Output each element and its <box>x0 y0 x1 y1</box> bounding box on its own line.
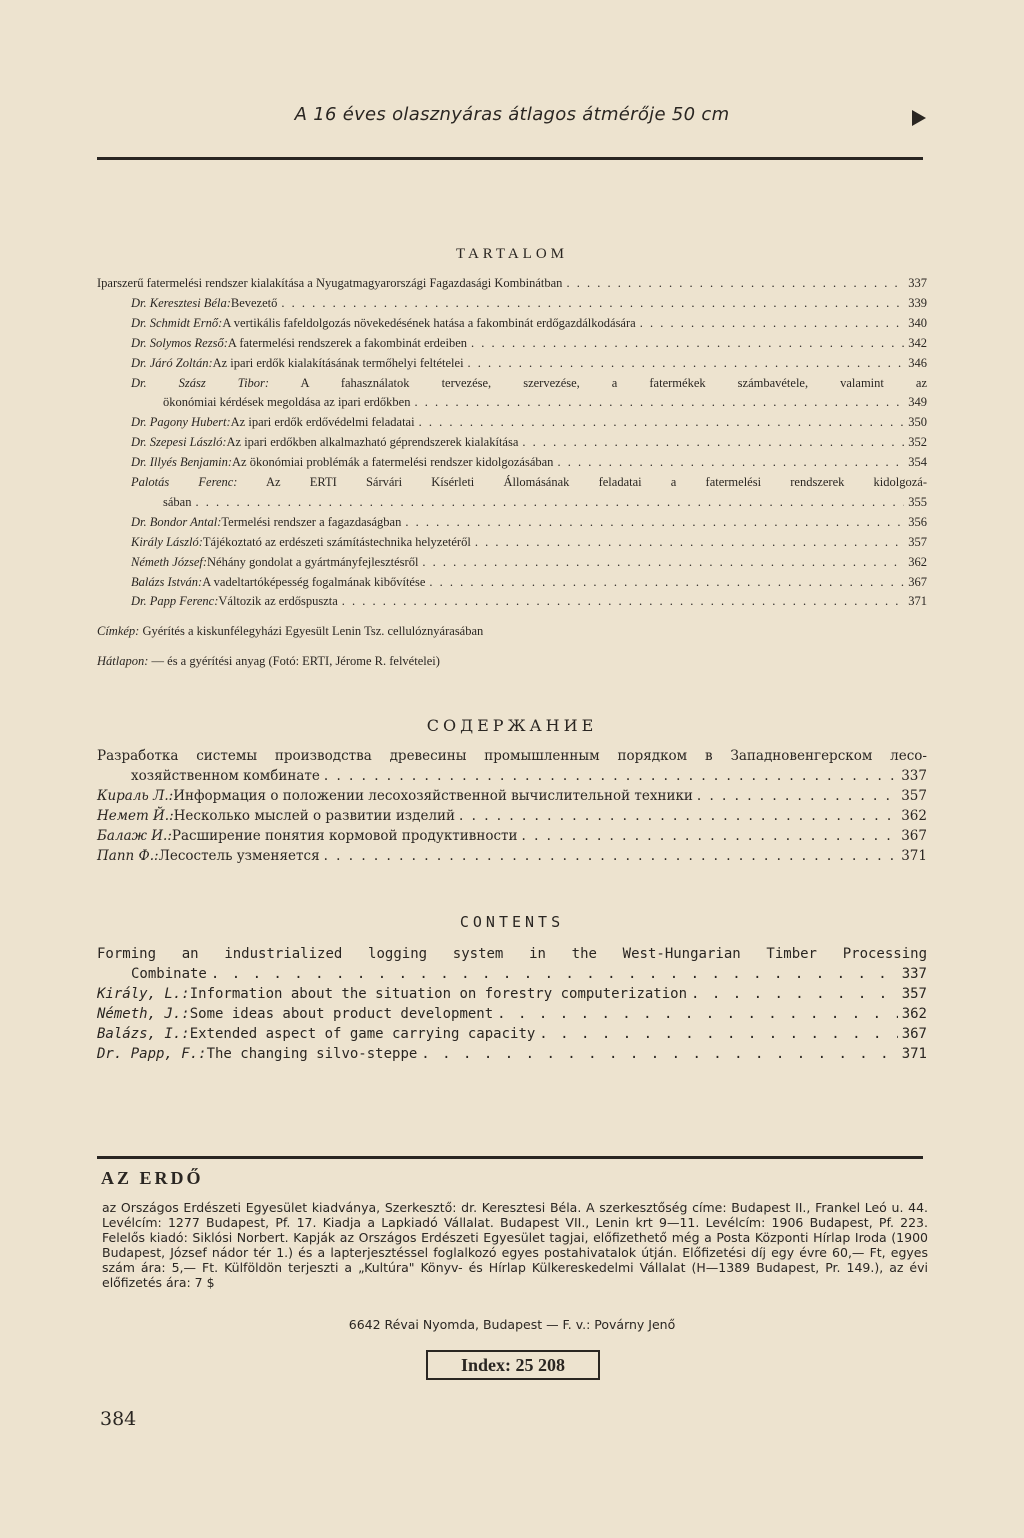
toc-page: 350 <box>908 415 927 430</box>
masthead: AZ ERDŐ <box>101 1168 204 1188</box>
arrow-right-icon <box>912 110 926 126</box>
toc-page: 367 <box>901 1026 927 1042</box>
toc-entry <box>97 435 927 450</box>
leader-dots <box>640 316 905 331</box>
toc-title: Termelési rendszer a fagazdaságban <box>221 514 402 529</box>
toc-page: 342 <box>908 335 927 350</box>
toc-author: Dr. Szepesi László: <box>131 435 227 450</box>
toc-author: Palotás Ferenc: <box>131 475 238 489</box>
toc-author: Балаж И.: <box>97 828 172 844</box>
toc-title: Az ökonómiai problémák a fatermelési rendszer kidolgozásában <box>232 455 554 470</box>
toc-title: A fatermelési rendszerek a fakombinát erdeiben <box>227 335 467 350</box>
toc-author: Папп Ф.: <box>97 848 159 864</box>
toc-entry-continuation <box>97 495 927 510</box>
toc-page: 371 <box>901 848 927 864</box>
leader-dots <box>195 495 904 510</box>
leader-dots <box>422 555 904 570</box>
toc-title: Forming an industrialized logging system in the West-Hungarian Timber Processing <box>97 946 927 962</box>
toc-page: 355 <box>908 494 927 509</box>
leader-dots <box>414 395 904 410</box>
toc-entry <box>97 555 927 570</box>
toc-page: 367 <box>901 828 927 844</box>
toc-page: 371 <box>901 1046 927 1062</box>
cover-photo-credit-label: Címkép: <box>97 624 140 639</box>
toc-page: 346 <box>908 355 927 370</box>
toc-entry <box>97 788 927 804</box>
toc-entry-continuation <box>97 395 927 410</box>
leader-dots <box>324 848 898 864</box>
leader-dots <box>566 276 904 291</box>
toc-entry <box>97 946 927 962</box>
toc-title: Tájékoztató az erdészeti számítástechnika helyzetéről <box>202 534 471 549</box>
leader-dots <box>468 356 905 371</box>
back-photo-credit <box>97 654 927 669</box>
cover-photo-credit-text: Gyérítés a kiskunfélegyházi Egyesült Lenin Tsz. cellulóznyárasában <box>142 624 484 639</box>
toc-title: Extended aspect of game carrying capacity <box>189 1026 536 1042</box>
toc-title: Az ipari erdők kialakításának termőhelyi feltételei <box>212 355 464 370</box>
printer-line: 6642 Révai Nyomda, Budapest — F. v.: Povárny Jenő <box>348 1317 676 1332</box>
leader-dots <box>475 535 904 550</box>
toc-entry <box>97 1046 927 1062</box>
leader-dots <box>281 296 904 311</box>
toc-page: 362 <box>908 554 927 569</box>
toc-title-continuation: ökonómiai kérdések megoldása az ipari erdőkben <box>163 395 411 410</box>
cover-caption: A 16 éves olasznyáras átlagos átmérője 50 cm <box>294 104 730 125</box>
leader-dots <box>211 966 898 982</box>
toc-title: A vertikális fafeldolgozás növekedésének hatása a fakombinát erdőgazdálkodására <box>222 315 636 330</box>
toc-page: 371 <box>908 594 927 609</box>
toc-entry <box>97 575 927 590</box>
toc-entry <box>97 594 927 609</box>
toc-entry <box>97 535 927 550</box>
toc-entry <box>97 748 927 764</box>
toc-entry <box>97 1026 927 1042</box>
toc-page: 352 <box>908 435 927 450</box>
tartalom-title: TARTALOM <box>455 246 569 262</box>
toc-entry <box>97 276 927 291</box>
toc-page: 362 <box>901 808 927 824</box>
toc-entry <box>97 336 927 351</box>
toc-author: Dr. Solymos Rezső: <box>131 335 228 350</box>
leader-dots <box>697 788 897 804</box>
top-divider <box>97 157 923 160</box>
toc-title: Some ideas about product development <box>189 1006 494 1022</box>
leader-dots <box>429 575 904 590</box>
toc-title: The changing silvo-steppe <box>206 1046 418 1062</box>
leader-dots <box>459 808 897 824</box>
toc-page: 339 <box>908 295 927 310</box>
toc-author: Balázs István: <box>131 574 203 589</box>
imprint-text: az Országos Erdészeti Egyesület kiadványa, Szerkesztő: dr. Keresztesi Béla. A szerkesztőség címe: Budapest II., Frankel Leó u. 44. Levélcím: 1277 Budapest, Pf. 17. Kiadja a Lapkiadó Vállalat. Budapest VII., Lenin krt 9—11. Levélcím: 1906 Budapest, Pf. 223. Felelős kiadó: Siklósi Norbert. Kapják az Országos Erdészeti Egyesület tagjai, előfizethető még a Posta Központi Hírlap Iroda (1900 Budapest, József nádor tér 1.) és a lapterjesztéssel foglalkozó egyes postahivatalok útján. Előfizetési díj egy évre 60,— Ft, egyes szám ára: 5,— Ft. Külföldön terjeszti a „Kultúra" Könyv- és Hírlap Külkereskedelmi Vállalat (H—1389 Budapest, Pr. 149.), az évi előfizetés ára: 7 $ <box>102 1200 928 1290</box>
toc-page: 362 <box>901 1006 927 1022</box>
toc-title: A fahasználatok tervezése, szervezése, a fatermékek számbavétele, valamint az <box>300 375 928 390</box>
toc-author: Dr. Papp, F.: <box>97 1046 207 1062</box>
toc-author: Németh József: <box>131 554 208 569</box>
toc-page: 357 <box>901 788 927 804</box>
toc-title-continuation: хозяйственном комбинате <box>131 768 320 784</box>
cover-photo-credit <box>97 624 927 639</box>
toc-entry <box>97 356 927 371</box>
toc-entry <box>97 986 927 1002</box>
leader-dots <box>405 515 904 530</box>
toc-title: Iparszerű fatermelési rendszer kialakítása a Nyugatmagyarországi Fagazdasági Kombinátban <box>97 276 563 290</box>
toc-entry <box>97 828 927 844</box>
toc-page: 357 <box>908 534 927 549</box>
toc-title: A vadeltartóképesség fogalmának kibővítése <box>202 574 426 589</box>
index-box: Index: 25 208 <box>426 1350 600 1380</box>
toc-entry <box>97 515 927 530</box>
toc-entry <box>97 415 927 430</box>
toc-author: Balázs, I.: <box>97 1026 190 1042</box>
toc-page: 349 <box>908 395 927 410</box>
toc-author: Dr. Schmidt Ernő: <box>131 315 223 330</box>
toc-entry <box>97 1006 927 1022</box>
toc-title: Bevezető <box>230 295 278 310</box>
leader-dots <box>691 986 898 1002</box>
toc-author: Dr. Járó Zoltán: <box>131 355 213 370</box>
toc-entry <box>97 296 927 311</box>
toc-title: Az ipari erdők erdővédelmi feladatai <box>230 415 415 430</box>
toc-entry <box>97 848 927 864</box>
toc-title: Расширение понятия кормовой продуктивности <box>171 828 518 844</box>
toc-page: 337 <box>901 966 927 982</box>
leader-dots <box>522 435 904 450</box>
toc-title: Информация о положении лесохозяйственной вычислительной техники <box>173 788 693 804</box>
contents-title: CONTENTS <box>459 913 565 931</box>
toc-author: Dr. Pagony Hubert: <box>131 415 231 430</box>
toc-title-continuation: sában <box>163 494 192 509</box>
toc-author: Dr. Bondor Antal: <box>131 514 222 529</box>
toc-author: Немет Й.: <box>97 808 174 824</box>
toc-author: Király, L.: <box>97 986 190 1002</box>
toc-title: Разработка системы производства древесины промышленным порядком в Западновенгерском лесо- <box>97 748 927 764</box>
leader-dots <box>324 768 897 784</box>
toc-title: Az ERTI Sárvári Kísérleti Állomásának feladatai a fatermelési rendszerek kidolgozá- <box>265 475 928 489</box>
leader-dots <box>471 336 904 351</box>
leader-dots <box>557 455 904 470</box>
toc-entry <box>97 376 927 391</box>
leader-dots <box>419 415 905 430</box>
toc-entry-continuation <box>97 768 927 784</box>
toc-page: 356 <box>908 514 927 529</box>
toc-title-continuation: Combinate <box>131 966 207 982</box>
toc-title: Лесостель узменяется <box>158 848 320 864</box>
toc-author: Dr. Szász Tibor: <box>131 375 270 390</box>
soderzhanie-title: СОДЕРЖАНИЕ <box>426 716 598 735</box>
toc-title: Несколько мыслей о развитии изделий <box>173 808 456 824</box>
toc-entry <box>97 475 927 490</box>
toc-author: Németh, J.: <box>97 1006 190 1022</box>
leader-dots <box>539 1026 897 1042</box>
toc-title: Néhány gondolat a gyártmányfejlesztésről <box>207 554 419 569</box>
toc-entry <box>97 808 927 824</box>
leader-dots <box>497 1006 898 1022</box>
toc-entry-continuation <box>97 966 927 982</box>
toc-title: Information about the situation on forestry computerization <box>189 986 688 1002</box>
toc-entry <box>97 316 927 331</box>
toc-page: 354 <box>908 455 927 470</box>
toc-page: 337 <box>908 276 927 290</box>
masthead-divider <box>97 1156 923 1159</box>
toc-author: Dr. Illyés Benjamin: <box>131 455 233 470</box>
leader-dots <box>521 828 897 844</box>
toc-title: Az ipari erdőkben alkalmazható géprendszerek kialakítása <box>226 435 519 450</box>
leader-dots <box>421 1046 897 1062</box>
toc-page: 337 <box>901 768 927 784</box>
toc-page: 340 <box>908 315 927 330</box>
back-photo-credit-text: — és a gyérítési anyag (Fotó: ERTI, Jérome R. felvételei) <box>151 654 440 669</box>
toc-title: Változik az erdőspuszta <box>218 594 338 609</box>
page-number: 384 <box>100 1408 137 1430</box>
leader-dots <box>342 594 904 609</box>
toc-page: 357 <box>901 986 927 1002</box>
toc-author: Dr. Keresztesi Béla: <box>131 295 231 310</box>
back-photo-credit-label: Hátlapon: <box>97 654 149 669</box>
toc-page: 367 <box>908 574 927 589</box>
toc-author: Király László: <box>131 534 203 549</box>
toc-entry <box>97 455 927 470</box>
toc-author: Кираль Л.: <box>97 788 174 804</box>
toc-author: Dr. Papp Ferenc: <box>131 594 219 609</box>
